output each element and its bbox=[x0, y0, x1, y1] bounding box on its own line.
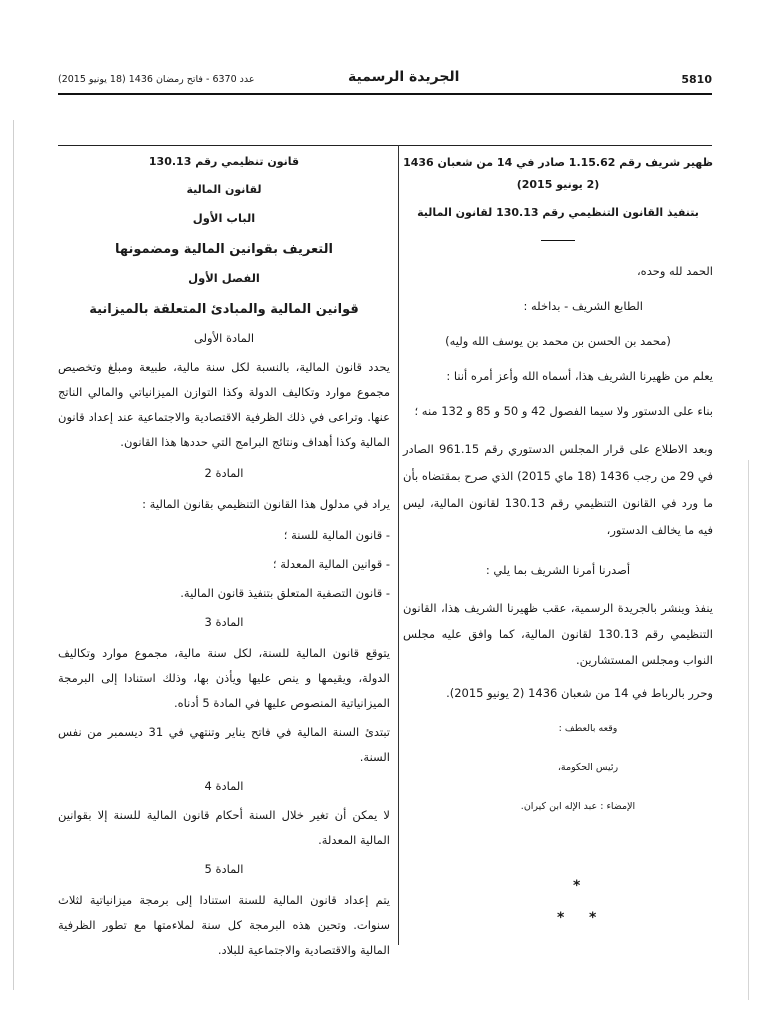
execution-text: ينفذ وينشر بالجريدة الرسمية، عقب ظهيرنا الشريف هذا، القانون التنظيمي رقم 130.13 لقانون المالية، كما وافق عليه مجلس النواب ومجلس المستشارين. bbox=[403, 601, 713, 667]
header-rule bbox=[58, 93, 712, 95]
law-subtitle: لقانون المالية bbox=[186, 183, 262, 196]
article-5-text: يتم إعداد قانون المالية للسنة استنادا إلى برمجة ميزانياتية لثلاث سنوات. وتحين هذه البرمجة كل سنة لملاءمتها مع تطور الظرفية المالية والاقتصادية والاجتماعية للبلاد. bbox=[58, 893, 390, 957]
seal-heading: الطابع الشريف - بداخله : bbox=[523, 299, 643, 313]
book-title: الباب الأول bbox=[192, 211, 256, 225]
title-separator bbox=[541, 240, 575, 241]
end-of-text-marks bbox=[555, 878, 605, 928]
columns-top-rule bbox=[58, 145, 712, 146]
article-1-heading: المادة الأولى bbox=[193, 331, 255, 345]
signature-line: الإمضاء : عبد الإله ابن كيران. bbox=[520, 801, 636, 812]
article-2-intro: يراد في مدلول هذا القانون التنظيمي بقانون المالية : bbox=[142, 497, 390, 511]
gazette-title: الجريدة الرسمية bbox=[348, 69, 460, 85]
article-2-item: - قانون التصفية المتعلق بتنفيذ قانون المالية. bbox=[180, 586, 390, 600]
council-decision: وبعد الاطلاع على قرار المجلس الدستوري رقم 961.15 الصادر في 29 من رجب 1436 (18 ماي 2015) الذي صرح بمقتضاه بأن ما ورد في القانون التنظيمي رقم 130.13 لقانون المالية، ليس فيه ما يخالف الدستور، bbox=[403, 442, 714, 537]
article-2-item: - قوانين المالية المعدلة ؛ bbox=[272, 557, 390, 571]
chapter-title: الفصل الأول bbox=[188, 271, 260, 285]
countersigned: وقعه بالعطف : bbox=[558, 723, 618, 734]
right-column bbox=[403, 152, 713, 819]
scan-edge-left bbox=[13, 120, 14, 990]
article-3-heading: المادة 3 bbox=[204, 615, 244, 629]
chapter-subject: قوانين المالية والمبادئ المتعلقة بالميزانية bbox=[89, 302, 359, 317]
page-number: 5810 bbox=[681, 73, 712, 86]
scan-edge-right bbox=[748, 460, 749, 1000]
left-column bbox=[58, 152, 390, 963]
dahir-title: ظهير شريف رقم 1.15.62 صادر في 14 من شعبان 1436 (2 يونيو 2015) bbox=[403, 156, 713, 191]
article-2-item: - قانون المالية للسنة ؛ bbox=[283, 528, 390, 542]
law-title: قانون تنظيمي رقم 130.13 bbox=[148, 155, 300, 168]
star-mark-bottom-right: * bbox=[589, 910, 597, 926]
book-subject: التعريف بقوانين المالية ومضمونها bbox=[115, 242, 333, 257]
article-1-text: يحدد قانون المالية، بالنسبة لكل سنة مالية، طبيعة ومبلغ وتخصيص مجموع موارد وتكاليف الدولة وكذا التوازن الميزانياتي والمالي الناتج عنها. وتراعى في ذلك الظرفية الاقتصادية والاجتماعية عند إعداد قانون المالية وكذا أهداف ونتائج البرامج التي حددها هذا القانون. bbox=[58, 360, 390, 449]
article-4-text: لا يمكن أن تغير خلال السنة أحكام قانون المالية للسنة إلا بقوانين المالية المعدلة. bbox=[58, 808, 390, 847]
article-5-heading: المادة 5 bbox=[204, 862, 244, 876]
star-mark-bottom-left: * bbox=[557, 910, 565, 926]
seal-name: (محمد بن الحسن بن محمد بن يوسف الله وليه) bbox=[445, 334, 671, 348]
article-4-heading: المادة 4 bbox=[204, 779, 244, 793]
announce-line: يعلم من ظهيرنا الشريف هذا، أسماه الله وأعز أمره أننا : bbox=[446, 369, 713, 383]
issue-info: عدد 6370 - فاتح رمضان 1436 (18 يونيو 2015) bbox=[58, 74, 255, 85]
order-line: أصدرنا أمرنا الشريف بما يلي : bbox=[485, 563, 631, 577]
done-at-line: وحرر بالرباط في 14 من شعبان 1436 (2 يونيو 2015). bbox=[446, 686, 713, 700]
article-3-text-2: تبتدئ السنة المالية في فاتح يناير وتنتهي في 31 ديسمبر من نفس السنة. bbox=[58, 725, 390, 764]
star-mark-top: * bbox=[573, 878, 581, 894]
praise-line: الحمد لله وحده، bbox=[636, 264, 713, 278]
article-2-heading: المادة 2 bbox=[204, 466, 244, 480]
based-on-line: بناء على الدستور ولا سيما الفصول 42 و 50 و 85 و 132 منه ؛ bbox=[414, 404, 713, 418]
dahir-subtitle: بتنفيذ القانون التنظيمي رقم 130.13 لقانون المالية bbox=[417, 206, 699, 219]
column-divider bbox=[398, 145, 399, 945]
head-of-government: رئيس الحكومة، bbox=[557, 762, 619, 773]
page-header bbox=[58, 69, 712, 91]
article-3-text-1: يتوقع قانون المالية للسنة، لكل سنة مالية، مجموع موارد وتكاليف الدولة، ويقيمها و ينص عليها ويأذن بها، وذلك استنادا إلى البرمجة الميزانياتية المنصوص عليها في المادة 5 أدناه. bbox=[58, 646, 390, 710]
